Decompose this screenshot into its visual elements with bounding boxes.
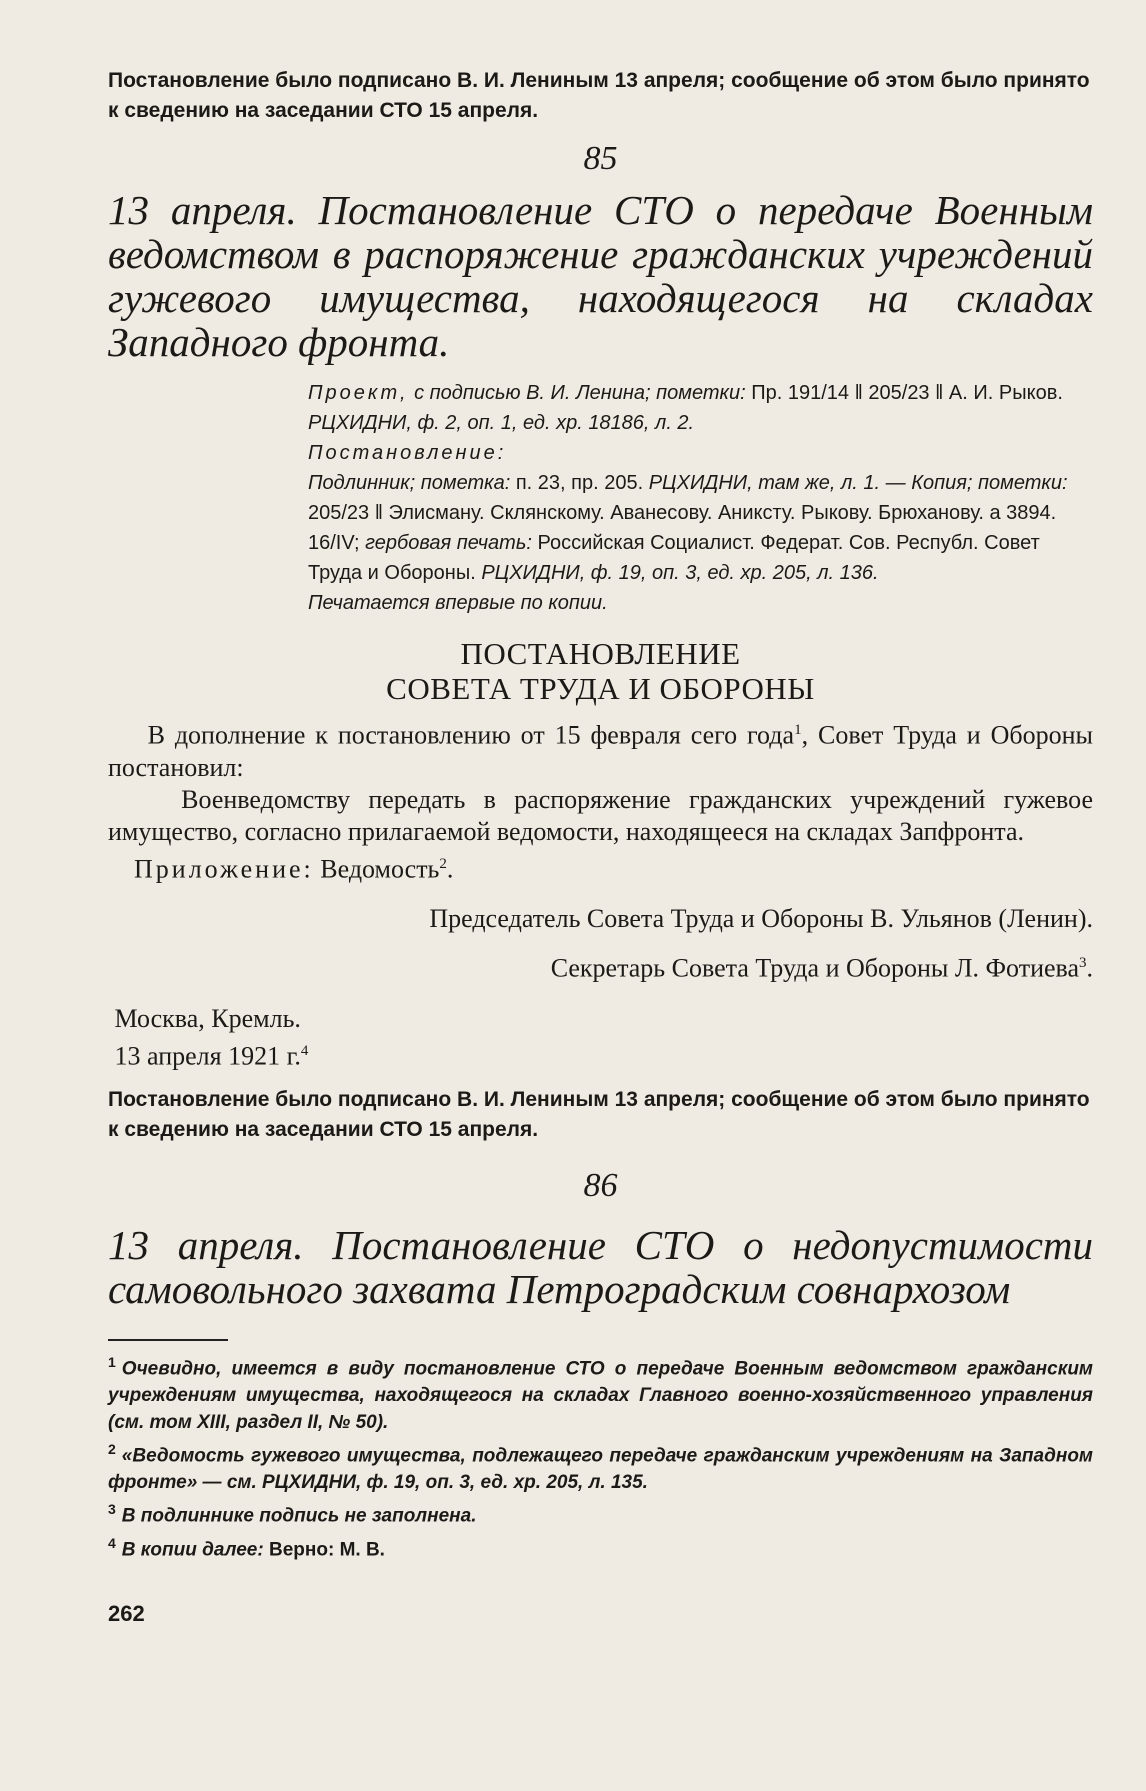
- archive-line-2: Постановление:: [308, 442, 507, 464]
- decree-paragraph-2: Военведомству передать в распоряжение гражданских учреждений гужевое имущество, согласно прилагаемой ведомости, находящееся на складах Запфронта.: [108, 784, 1093, 846]
- decree-heading: ПОСТАНОВЛЕНИЕ СОВЕТА ТРУДА И ОБОРОНЫ: [386, 636, 815, 706]
- doc-title-86: 13 апреля. Постановление СТО о недопустимости самовольного захвата Петроградским совнархозом: [108, 1221, 1093, 1312]
- document-page: [108, 66, 1093, 1627]
- doc-number-85: 85: [583, 140, 618, 177]
- footnote-1: $^1$ Очевидно, имеется в виду постановление СТО о передаче Военным ведомством гражданским учреждениям имущества, находящегося на складах Главного военно-хозяйственного управления (см. том XIII, раздел II, № 50).: [108, 1353, 1093, 1433]
- archive-line-4: Печатается впервые по копии.: [308, 592, 608, 614]
- footnote-2: $^2$ «Ведомость гужевого имущества, подлежащего передаче гражданским учреждениям на Западном фронте» — см. РЦХИДНИ, ф. 19, оп. 3, ед. хр. 205, л. 135.: [108, 1440, 1093, 1494]
- page-number: 262: [108, 1600, 145, 1626]
- decree-note: Постановление было подписано В. И. Лениным 13 апреля; сообщение об этом было принято к сведению на заседании СТО 15 апреля.: [108, 1087, 1090, 1141]
- footnote-divider: [108, 1339, 228, 1341]
- decree-attachment: Приложение: Ведомость$^2$.: [134, 854, 454, 884]
- archive-notes: [108, 378, 1093, 618]
- footnote-3: $^3$ В подлиннике подпись не заполнена.: [108, 1501, 477, 1527]
- top-note: Постановление было подписано В. И. Лениным 13 апреля; сообщение об этом было принято к сведению на заседании СТО 15 апреля.: [108, 69, 1090, 122]
- signature-chair: Председатель Совета Труда и Обороны В. Ульянов (Ленин).: [429, 904, 1093, 934]
- decree-paragraph-1: В дополнение к постановлению от 15 февраля сего года$^1$, Совет Труда и Обороны постановил:: [108, 720, 1094, 782]
- footnote-4: $^4$ В копии далее: Верно: М. В.: [108, 1534, 385, 1560]
- archive-line-1: Проект, с подписью В. И. Ленина; пометки: Пр. 191/14 ‖ 205/23 ‖ А. И. Рыков. РЦХИДНИ, ф. 2, оп. 1, ед. хр. 18186, л. 2.: [308, 382, 1063, 434]
- archive-line-3: Подлинник; пометка: п. 23, пр. 205. РЦХИДНИ, там же, л. 1. — Копия; пометки: 205/23 ‖ Элисману. Склянскому. Аванесову. Аниксту. Рыкову. Брюханову. а 3894. 16/IV; гербовая печать: Российская Социалист. Федерат. Сов. Республ. Совет Труда и Обороны. РЦХИДНИ, ф. 19, оп. 3, ед. хр. 205, л. 136.: [308, 472, 1068, 584]
- doc-number-86: 86: [583, 1166, 618, 1204]
- signature-secretary: Секретарь Совета Труда и Обороны Л. Фотиева$^3$.: [550, 953, 1093, 983]
- place-and-date: Москва, Кремль. 13 апреля 1921 г.$^4$: [114, 1003, 309, 1071]
- doc-title-85: 13 апреля. Постановление СТО о передаче Военным ведомством в распоряжение гражданских учреждений гужевого имущества, находящегося на складах Западного фронта.: [108, 187, 1093, 365]
